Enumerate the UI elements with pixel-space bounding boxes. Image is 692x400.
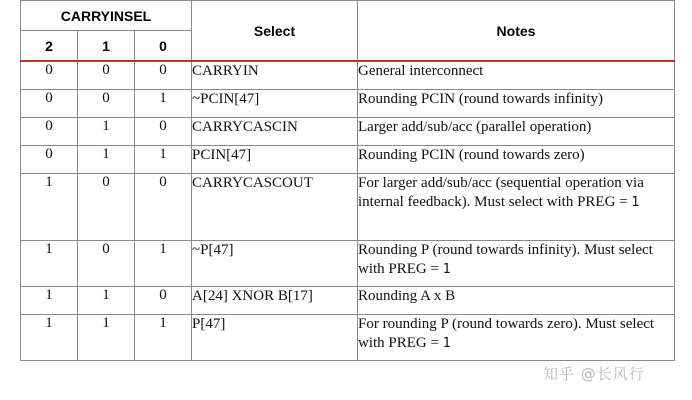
bit0-cell: 1 — [135, 90, 192, 118]
bit1-cell: 0 — [78, 174, 135, 241]
bit1-cell: 1 — [78, 118, 135, 146]
bit1-cell: 0 — [78, 90, 135, 118]
bit2-cell: 1 — [21, 241, 78, 287]
select-header: Select — [192, 1, 358, 62]
notes-text: Rounding P (round towards infinity). Must select with PREG = — [358, 242, 653, 277]
bit0-cell: 0 — [135, 61, 192, 90]
bit1-cell: 0 — [78, 61, 135, 90]
notes-cell — [358, 174, 675, 241]
select-cell: A[24] XNOR B[17] — [192, 287, 358, 315]
table-row — [21, 118, 675, 146]
bit0-cell: 0 — [135, 118, 192, 146]
notes-cell: General interconnect — [358, 61, 675, 90]
preg-value: 1 — [631, 195, 640, 210]
bit0-header: 0 — [135, 31, 192, 62]
bit0-cell: 1 — [135, 146, 192, 174]
table-row — [21, 146, 675, 174]
select-cell: ~PCIN[47] — [192, 90, 358, 118]
bit2-cell: 1 — [21, 174, 78, 241]
header-row-group — [21, 1, 675, 31]
notes-text: For larger add/sub/acc (sequential operation via internal feedback). Must select with PREG = — [358, 175, 644, 210]
bit1-cell: 1 — [78, 146, 135, 174]
bit2-cell: 0 — [21, 118, 78, 146]
bit2-cell: 1 — [21, 287, 78, 315]
notes-cell: Larger add/sub/acc (parallel operation) — [358, 118, 675, 146]
select-cell: ~P[47] — [192, 241, 358, 287]
table-row — [21, 287, 675, 315]
bit2-cell: 0 — [21, 61, 78, 90]
table-row — [21, 315, 675, 361]
carryinsel-header: CARRYINSEL — [21, 1, 192, 31]
bit1-cell: 1 — [78, 315, 135, 361]
carryinsel-table — [20, 0, 675, 361]
notes-text: For rounding P (round towards zero). Must select with PREG = — [358, 316, 655, 351]
watermark: 知乎 @长风行 — [543, 365, 645, 383]
preg-value: 1 — [442, 336, 451, 351]
bit0-cell: 0 — [135, 287, 192, 315]
bit2-cell: 1 — [21, 315, 78, 361]
bit0-cell: 1 — [135, 315, 192, 361]
table-row — [21, 61, 675, 90]
bit0-cell: 1 — [135, 241, 192, 287]
select-cell: CARRYCASCOUT — [192, 174, 358, 241]
preg-value: 1 — [442, 262, 451, 277]
notes-cell: Rounding A x B — [358, 287, 675, 315]
notes-cell — [358, 315, 675, 361]
select-cell: P[47] — [192, 315, 358, 361]
select-cell: CARRYIN — [192, 61, 358, 90]
notes-cell: Rounding PCIN (round towards zero) — [358, 146, 675, 174]
table-row — [21, 90, 675, 118]
notes-header: Notes — [358, 1, 675, 62]
table-row — [21, 241, 675, 287]
bit1-cell: 1 — [78, 287, 135, 315]
notes-cell — [358, 241, 675, 287]
bit2-cell: 0 — [21, 90, 78, 118]
bit2-cell: 0 — [21, 146, 78, 174]
select-cell: CARRYCASCIN — [192, 118, 358, 146]
bit0-cell: 0 — [135, 174, 192, 241]
bit1-cell: 0 — [78, 241, 135, 287]
bit2-header: 2 — [21, 31, 78, 62]
bit1-header: 1 — [78, 31, 135, 62]
select-cell: PCIN[47] — [192, 146, 358, 174]
table-row — [21, 174, 675, 241]
notes-cell: Rounding PCIN (round towards infinity) — [358, 90, 675, 118]
